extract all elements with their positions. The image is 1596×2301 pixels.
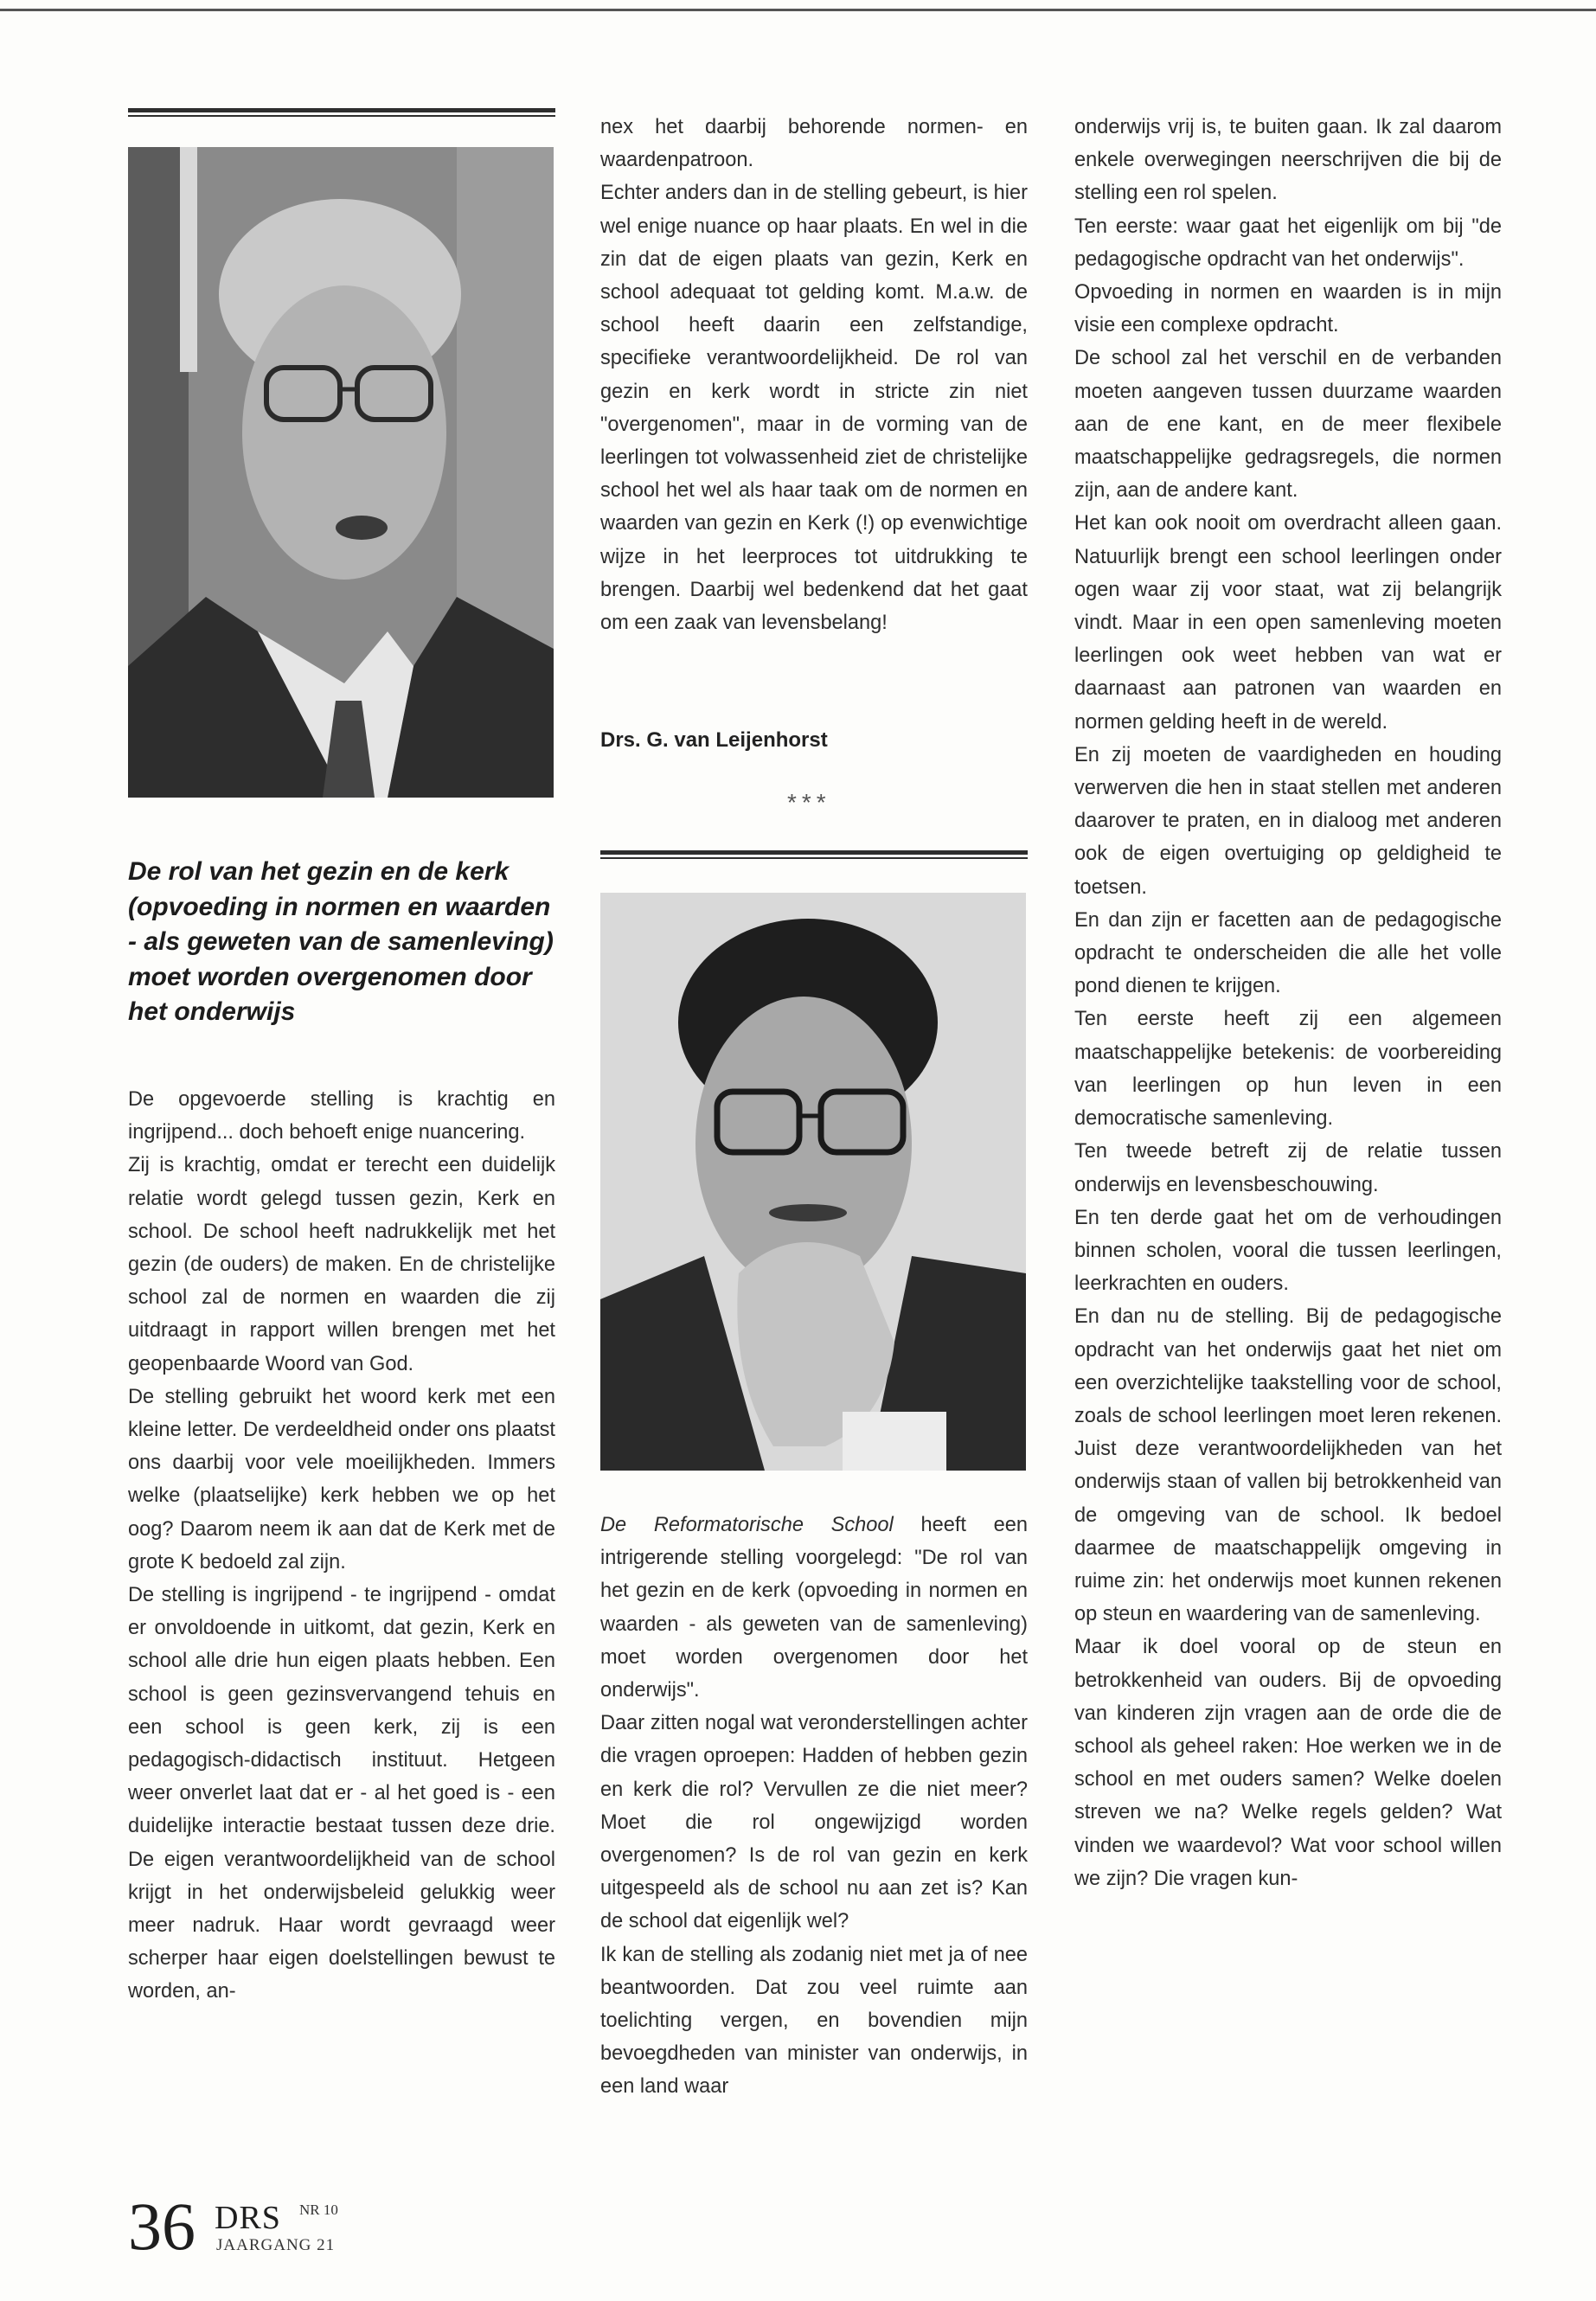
paragraph: Ik kan de stelling als zodanig niet met ja of nee beantwoorden. Dat zou veel ruimte aan toelichting vergen, en bovendien mijn bevoegdheden van minister van onderwijs, in een land waar bbox=[600, 1943, 1028, 2099]
article-headline: De rol van het gezin en de kerk (opvoeding in normen en waarden - als geweten van de samenleving) moet worden overgenomen door het onderwijs bbox=[128, 857, 554, 1027]
paragraph: Daar zitten nogal wat veronderstellingen achter die vragen oproepen: Hadden of hebben gezin en kerk die rol? Vervullen ze die niet meer? Moet die rol ongewijzigd worden overgenomen? Is de rol van gezin en kerk uitgespeeld als de school nu aan zet is? Kan de school dat eigenlijk wel? bbox=[600, 1712, 1028, 1933]
paragraph: Ten tweede betreft zij de relatie tussen onderwijs en levensbeschouwing. bbox=[1074, 1140, 1502, 1196]
paragraph: Ten eerste heeft zij een algemeen maatschappelijke betekenis: de voorbereiding van leerlingen op hun leven in een democratische samenleving. bbox=[1074, 1008, 1502, 1131]
paragraph: En ten derde gaat het om de verhoudingen binnen scholen, vooral die tussen leerlingen, leerkrachten en ouders. bbox=[1074, 1206, 1502, 1296]
column2-bottom-body bbox=[600, 1509, 1028, 2104]
page-top-edge bbox=[0, 9, 1596, 11]
paragraph: Echter anders dan in de stelling gebeurt, is hier wel enige nuance op haar plaats. En wel in die zin dat de eigen plaats van gezin, Kerk en school adequaat tot gelding komt. M.a.w. de school heeft daarin een zelfstandige, specifieke verantwoordelijkheid. De rol van gezin en kerk wordt in stricte zin niet "overgenomen", maar in de vorming van de leerlingen tot volwassenheid ziet de christelijke school het wel als haar taak om de normen en waarden van gezin en Kerk (!) op evenwichtige wijze in het leerproces tot uitdrukking te brengen. Daarbij wel bedenkend dat het gaat om een zaak van levensbelang! bbox=[600, 182, 1028, 635]
portrait-photo-1 bbox=[128, 147, 554, 798]
section-separator: *** bbox=[787, 789, 831, 816]
paragraph: Maar ik doel vooral op de steun en betrokkenheid van ouders. Bij de opvoeding van kinderen zijn vragen aan de orde die de school als geheel raken: Hoe werken we in de school en met ouders samen? Welke doelen streven we na? Welke regels gelden? Wat vinden we waardevol? Wat voor school willen we zijn? Die vragen kun- bbox=[1074, 1636, 1502, 1890]
column3-body bbox=[1074, 111, 1502, 1895]
volume-label: JAARGANG 21 bbox=[216, 2236, 336, 2254]
paragraph: nex het daarbij behorende normen- en waardenpatroon. bbox=[600, 116, 1028, 172]
paragraph: Zij is krachtig, omdat er terecht een duidelijk relatie wordt gelegd tussen gezin, Kerk en school. De school heeft nadrukkelijk met het gezin (de ouders) de maken. En de christelijke school zal de normen en waarden die zij uitdraagt in rapport willen brengen met het geopenbaarde Woord van God. bbox=[128, 1154, 555, 1375]
page-number: 36 bbox=[128, 2189, 195, 2264]
column2-mid-rule bbox=[600, 850, 1028, 859]
paragraph: En dan nu de stelling. Bij de pedagogische opdracht van het onderwijs gaat het niet om een overzichtelijke taakstelling voor de school, zoals de school leerlingen moet leren rekenen. Juist deze verantwoordelijkheden van het onderwijs staan of vallen bij betrokkenheid van de omgeving van de school. Ik bedoel daarmee de maatschappelijk omgeving in ruime zin: het onderwijs moet kunnen rekenen op steun en waardering van de samenleving. bbox=[1074, 1305, 1502, 1626]
column2-top-body bbox=[600, 111, 1028, 639]
paragraph: De stelling gebruikt het woord kerk met een kleine letter. De verdeeldheid onder ons plaatst ons daarbij voor vele moeilijkheden. Immers welke (plaatselijke) kerk hebben we op het oog? Daarom neem ik aan dat de Kerk met de grote K bedoeld zal zijn. bbox=[128, 1385, 555, 1574]
paragraph: De school zal het verschil en de verbanden moeten aangeven tussen duurzame waarden aan de ene kant, en de meer flexibele maatschappelijke gedragsregels, die normen zijn, aan de andere kant. bbox=[1074, 347, 1502, 503]
paragraph: Ten eerste: waar gaat het eigenlijk om bij "de pedagogische opdracht van het onderwijs". bbox=[1074, 215, 1502, 271]
author-signature: Drs. G. van Leijenhorst bbox=[600, 728, 828, 752]
column1-top-rule bbox=[128, 108, 555, 117]
paragraph bbox=[600, 1509, 1028, 1707]
paragraph: onderwijs vrij is, te buiten gaan. Ik zal daarom enkele overwegingen neerschrijven die bij de stelling een rol spelen. bbox=[1074, 116, 1502, 205]
magazine-name: DRS bbox=[215, 2200, 281, 2236]
paragraph: De stelling is ingrijpend - te ingrijpend - omdat er onvoldoende in uitkomt, dat gezin, Kerk en school alle drie hun eigen plaats hebben. Een school is geen gezinsvervangend tehuis en een school is geen kerk, zij is een pedagogisch-didactisch instituut. Hetgeen weer onverlet laat dat er - al het goed is - een duidelijke interactie bestaat tussen deze drie. De eigen verantwoordelijkheid van de school krijgt in het onderwijsbeleid gelukkig weer meer nadruk. Haar wordt gevraagd weer scherper haar eigen doelstellingen bewust te worden, an- bbox=[128, 1584, 555, 2003]
intro-rest: heeft een intrigerende stelling voorgelegd: "De rol van het gezin en de kerk (opvoeding in normen en waarden - als geweten van de samenleving) moet worden overgenomen door het onderwijs". bbox=[600, 1514, 1029, 1702]
paragraph: Opvoeding in normen en waarden is in mijn visie een complexe opdracht. bbox=[1074, 281, 1502, 337]
paragraph: En zij moeten de vaardigheden en houding verwerven die hen in staat stellen met anderen daarover te praten, en in dialoog met anderen ook de eigen overtuiging op geldigheid te toetsen. bbox=[1074, 743, 1502, 899]
column1-body bbox=[128, 1083, 555, 2009]
intro-italic: De Reformatorische School bbox=[600, 1514, 894, 1536]
issue-number: NR 10 bbox=[299, 2202, 338, 2218]
paragraph: De opgevoerde stelling is krachtig en ingrijpend... doch behoeft enige nuancering. bbox=[128, 1088, 555, 1144]
paragraph: Het kan ook nooit om overdracht alleen gaan. Natuurlijk brengt een school leerlingen onder ogen waar zij voor staat, wat zij belangrijk vindt. Maar in een open samenleving moeten leerlingen ook weet hebben van wat er daarnaast aan patronen van waarden en normen gelding heeft in de wereld. bbox=[1074, 512, 1502, 734]
portrait-photo-2 bbox=[600, 893, 1026, 1471]
paragraph: En dan zijn er facetten aan de pedagogische opdracht te onderscheiden die alle het volle pond dienen te krijgen. bbox=[1074, 908, 1502, 998]
